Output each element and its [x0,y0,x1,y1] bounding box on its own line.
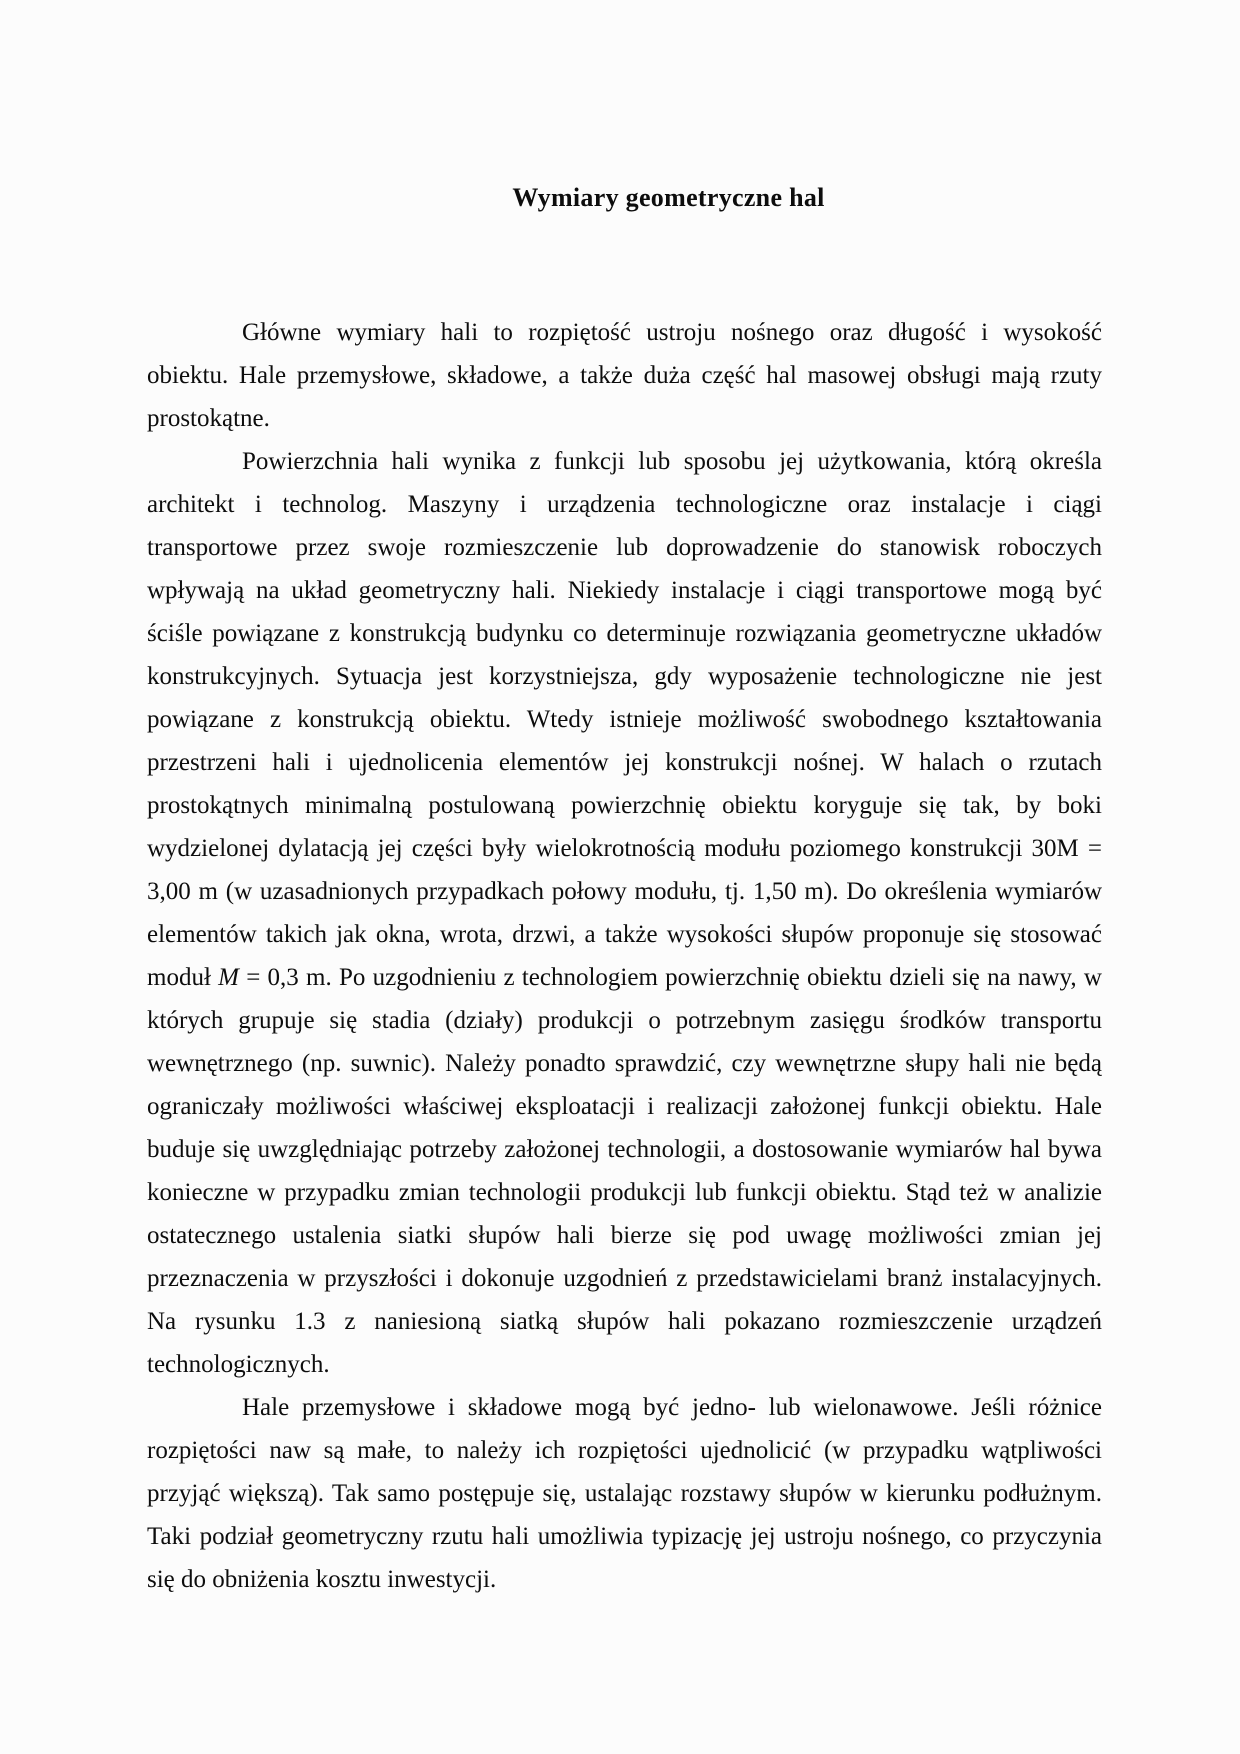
text-line: ostatecznego ustalenia siatki słupów hali bierze się pod uwagę możliwości zmian jej [147,1222,1102,1249]
text-line: wewnętrznego (np. suwnic). Należy ponadto sprawdzić, czy wewnętrzne słupy hali nie będą [147,1050,1102,1077]
paragraph [147,311,1102,440]
text-line: których grupuje się stadia (działy) produkcji o potrzebnym zasięgu środków transportu [147,1007,1102,1034]
text-line: wydzielonej dylatacją jej części były wielokrotnością modułu poziomego konstrukcji 30M = [147,835,1102,862]
text-line: ograniczały możliwości właściwej eksploatacji i realizacji założonej funkcji obiektu. Hale [147,1093,1102,1120]
text-line: Powierzchnia hali wynika z funkcji lub sposobu jej użytkowania, którą określa [242,448,1102,475]
text-line: 3,00 m (w uzasadnionych przypadkach połowy modułu, tj. 1,50 m). Do określenia wymiarów [147,878,1102,905]
text-line: obiektu. Hale przemysłowe, składowe, a także duża część hal masowej obsługi mają rzuty [147,362,1102,389]
text-line: moduł M = 0,3 m. Po uzgodnieniu z technologiem powierzchnię obiektu dzieli się na nawy, w [147,964,1102,991]
text-line: rozpiętości naw są małe, to należy ich rozpiętości ujednolicić (w przypadku wątpliwości [147,1437,1102,1464]
text-line: prostokątnych minimalną postulowaną powierzchnię obiektu koryguje się tak, by boki [147,792,1102,819]
text-line: wpływają na układ geometryczny hali. Niekiedy instalacje i ciągi transportowe mogą być [147,577,1102,604]
text-line: elementów takich jak okna, wrota, drzwi, a także wysokości słupów proponuje się stosować [147,921,1102,948]
paragraph [147,440,1102,1386]
document-body [147,311,1102,1601]
text-line: prostokątne. [147,405,270,432]
text-line: Główne wymiary hali to rozpiętość ustroju nośnego oraz długość i wysokość [242,319,1102,346]
text-line: ściśle powiązane z konstrukcją budynku co determinuje rozwiązania geometryczne układów [147,620,1102,647]
text-line: technologicznych. [147,1351,330,1378]
text-line: przeznaczenia w przyszłości i dokonuje uzgodnień z przedstawicielami branż instalacyjnych. [147,1265,1102,1292]
text-line: powiązane z konstrukcją obiektu. Wtedy istnieje możliwość swobodnego kształtowania [147,706,1102,733]
text-line: architekt i technolog. Maszyny i urządzenia technologiczne oraz instalacje i ciągi [147,491,1102,518]
text-line: Na rysunku 1.3 z naniesioną siatką słupów hali pokazano rozmieszczenie urządzeń [147,1308,1102,1335]
text-line: Hale przemysłowe i składowe mogą być jedno- lub wielonawowe. Jeśli różnice [242,1394,1102,1421]
text-line: przyjąć większą). Tak samo postępuje się, ustalając rozstawy słupów w kierunku podłużnym. [147,1480,1102,1507]
text-line: konstrukcyjnych. Sytuacja jest korzystniejsza, gdy wyposażenie technologiczne nie jest [147,663,1102,690]
paragraph [147,1386,1102,1601]
text-line: się do obniżenia kosztu inwestycji. [147,1566,497,1593]
text-line: Taki podział geometryczny rzutu hali umożliwia typizację jej ustroju nośnego, co przyczynia [147,1523,1102,1550]
text-line: buduje się uwzględniając potrzeby założonej technologii, a dostosowanie wymiarów hal bywa [147,1136,1102,1163]
document-title: Wymiary geometryczne hal [512,183,825,212]
text-line: przestrzeni hali i ujednolicenia elementów jej konstrukcji nośnej. W halach o rzutach [147,749,1102,776]
text-line: konieczne w przypadku zmian technologii produkcji lub funkcji obiektu. Stąd też w analizie [147,1179,1102,1206]
text-line: transportowe przez swoje rozmieszczenie lub doprowadzenie do stanowisk roboczych [147,534,1102,561]
